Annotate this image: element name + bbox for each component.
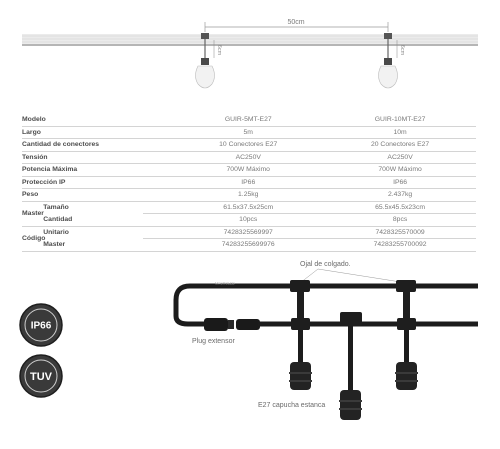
row-label: Tamaño bbox=[43, 201, 72, 214]
row-label: Largo bbox=[22, 126, 143, 139]
ip66-badge bbox=[20, 304, 62, 346]
drop-label-right: 6cm bbox=[399, 44, 405, 56]
ip66-badge-text: IP66 bbox=[30, 320, 52, 332]
tuv-badge-text: TUV bbox=[30, 371, 52, 383]
table-row bbox=[22, 189, 476, 202]
product-illustration bbox=[0, 250, 500, 449]
row-label: Cantidad bbox=[43, 214, 72, 227]
string-light-dimension-diagram bbox=[0, 0, 500, 110]
row-label: Peso bbox=[22, 189, 143, 202]
hang-connector-2 bbox=[396, 280, 416, 330]
spec-table bbox=[22, 114, 476, 252]
plug-label: Plug extensor bbox=[192, 338, 235, 345]
cell-value: 700W Máximo bbox=[324, 164, 476, 177]
hang-connector-3 bbox=[340, 312, 362, 326]
socket-icon bbox=[290, 362, 311, 390]
cell-value: GUIR-5MT-E27 bbox=[172, 114, 324, 126]
socket-label: E27 capucha estanca bbox=[258, 402, 326, 409]
row-label: Tensión bbox=[22, 151, 143, 164]
tuv-badge bbox=[20, 355, 62, 397]
cell-value: 65.5x45.5x23cm bbox=[324, 201, 476, 214]
table-row bbox=[22, 226, 476, 239]
cell-value: GUIR-10MT-E27 bbox=[324, 114, 476, 126]
table-row bbox=[22, 126, 476, 139]
row-label: Unitario bbox=[43, 226, 72, 239]
group-label-master: Master bbox=[22, 210, 44, 217]
cell-value: 20 Conectores E27 bbox=[324, 139, 476, 152]
cell-value: IP66 bbox=[324, 176, 476, 189]
cell-value: 10m bbox=[324, 126, 476, 139]
socket-drop-2 bbox=[339, 326, 362, 420]
row-label: Modelo bbox=[22, 114, 143, 126]
socket-icon bbox=[396, 362, 417, 390]
socket-drop-1 bbox=[289, 330, 312, 390]
cell-value: AC250V bbox=[172, 151, 324, 164]
cell-value: 10pcs bbox=[172, 214, 324, 227]
row-label: Cantidad de conectores bbox=[22, 139, 143, 152]
row-label: Protección IP bbox=[22, 176, 143, 189]
socket-drop-3 bbox=[395, 330, 418, 390]
cell-value: 74283255699976 bbox=[172, 239, 324, 252]
hang-connector-1 bbox=[290, 280, 310, 330]
hang-label: Ojal de colgado. bbox=[300, 261, 351, 268]
bulb-icon bbox=[379, 66, 398, 88]
table-row bbox=[22, 164, 476, 177]
row-label: Potencia Máxima bbox=[22, 164, 143, 177]
cell-value: AC250V bbox=[324, 151, 476, 164]
cell-value: IP66 bbox=[172, 176, 324, 189]
socket-icon bbox=[340, 390, 361, 420]
cell-value: 61.5x37.5x25cm bbox=[172, 201, 324, 214]
table-row bbox=[22, 176, 476, 189]
bulb-icon bbox=[196, 66, 215, 88]
span-label: 50cm bbox=[287, 19, 305, 26]
drop-label-left: 6cm bbox=[216, 44, 222, 56]
cable-print: MACROLED bbox=[215, 281, 235, 286]
table-row bbox=[22, 114, 476, 126]
cable-upper bbox=[176, 286, 300, 324]
cell-value: 7428325569997 bbox=[172, 226, 324, 239]
table-row bbox=[22, 201, 476, 214]
plug-extensor bbox=[204, 318, 260, 331]
row-label: Master bbox=[43, 239, 72, 252]
cable bbox=[22, 44, 478, 46]
cell-value: 700W Máximo bbox=[172, 164, 324, 177]
table-row bbox=[22, 139, 476, 152]
cell-value: 7428325570009 bbox=[324, 226, 476, 239]
cell-value: 10 Conectores E27 bbox=[172, 139, 324, 152]
cell-value: 74283255700092 bbox=[324, 239, 476, 252]
group-label-codigo: Código bbox=[22, 235, 46, 242]
cell-value: 5m bbox=[172, 126, 324, 139]
cell-value: 1.25kg bbox=[172, 189, 324, 202]
cell-value: 2.437kg bbox=[324, 189, 476, 202]
cell-value: 8pcs bbox=[324, 214, 476, 227]
table-row bbox=[22, 151, 476, 164]
